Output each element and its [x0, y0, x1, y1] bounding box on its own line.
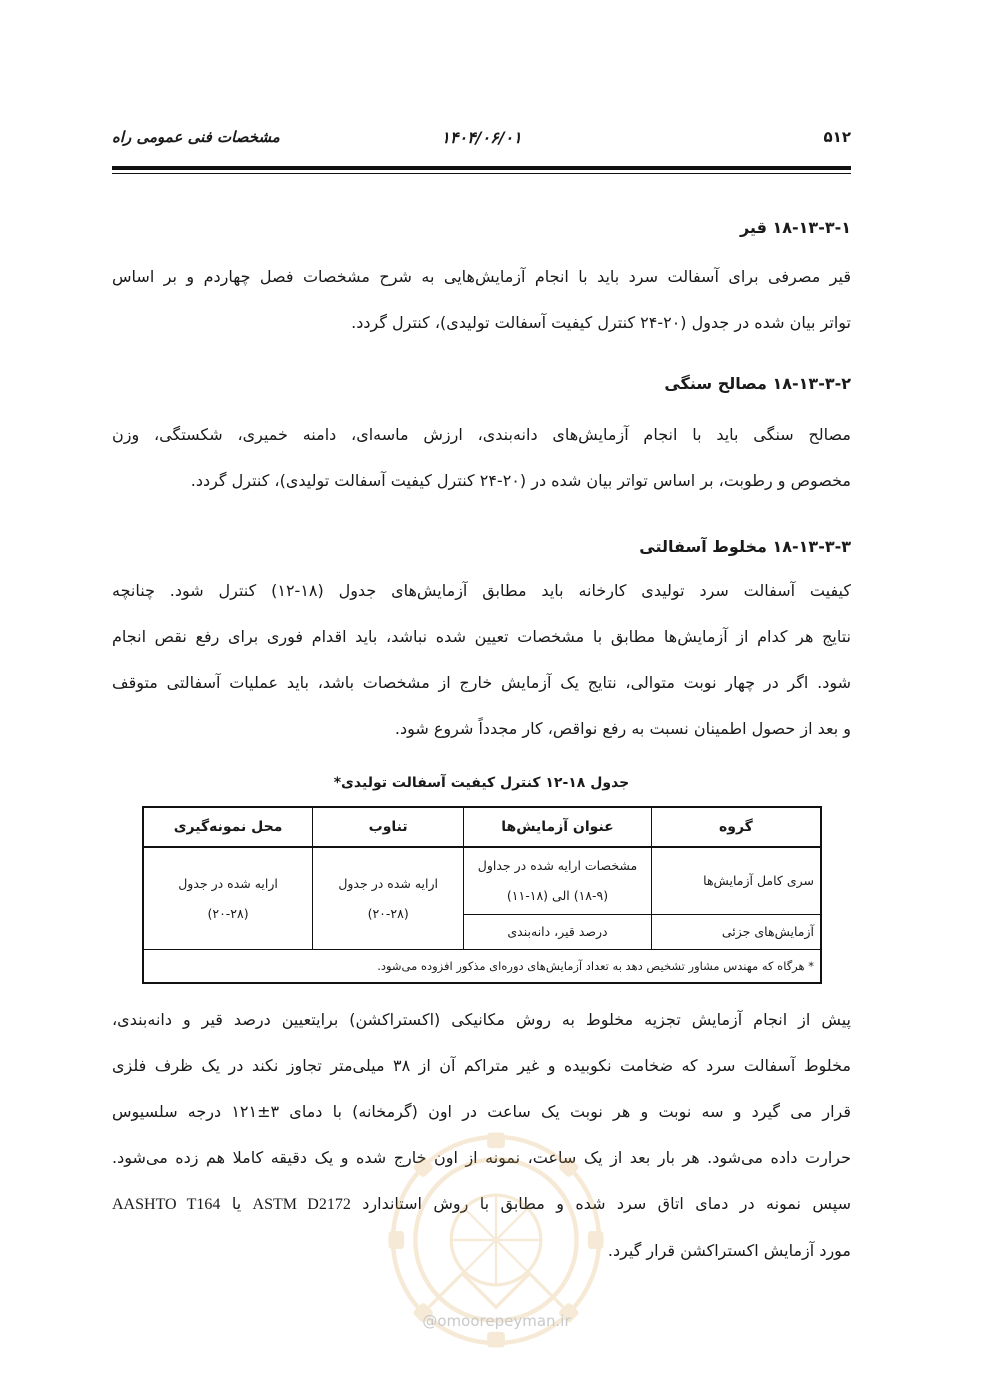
cell-test-title: درصد قیر، دانه‌بندی	[464, 915, 652, 950]
paragraph-line: قرار می گیرد و سه نوبت و هر نوبت یک ساعت در اون (گرمخانه) با دمای ۳±۱۲۱ درجه سلسیوس	[112, 1102, 851, 1121]
paragraph-line: مخلوط آسفالت سرد که ضخامت نکوبیده و غیر متراکم آن از ۳۸ میلی‌متر تجاوز نکند در یک ظرف فلزی	[112, 1056, 852, 1075]
page-number: ۵۱۲	[823, 128, 851, 146]
section-title-aggregates: ۱۸-۱۳-۳-۲ مصالح سنگی	[664, 374, 851, 393]
paragraph-line: حرارت داده می‌شود. هر بار بعد از یک ساعت، نمونه از اون خارج شده و یک دقیقه کاملا هم زده می‌شود.	[112, 1148, 851, 1167]
header-sampling-location: محل نمونه‌گیری	[143, 807, 313, 847]
section-title-bitumen: ۱۸-۱۳-۳-۱ قیر	[739, 218, 851, 237]
paragraph-line: شود. اگر در چهار نوبت متوالی، نتایج یک آزمایش خارج از مشخصات باشد، باید عملیات آسفالتی متوقف	[112, 673, 851, 692]
table-row	[143, 847, 821, 915]
paragraph-line: قیر مصرفی برای آسفالت سرد باید با انجام آزمایش‌هایی به شرح مشخصات فصل چهاردم و بر اساس	[112, 267, 851, 286]
paragraph-line: کیفیت آسفالت سرد تولیدی کارخانه باید مطابق آزمایش‌های جدول (۱۸-۱۲) کنترل شود. چنانچه	[112, 581, 852, 600]
standards-prefix: سپس نمونه در دمای اتاق سرد شده و مطابق با روش استاندارد	[362, 1194, 852, 1213]
section-title-asphalt-mix: ۱۸-۱۳-۳-۳ مخلوط آسفالتی	[639, 537, 851, 556]
cell-test-title	[464, 847, 652, 915]
cell-line: ارایه شده در جدول	[338, 875, 438, 891]
header-rule-thick	[112, 166, 851, 170]
standard-astm: ASTM D2172	[252, 1196, 351, 1213]
header-test-title: عنوان آزمایش‌ها	[464, 807, 652, 847]
paragraph-line: و بعد از حصول اطمینان نسبت به رفع نواقص، کار مجدداً شروع شود.	[394, 719, 851, 738]
header-date: ۱۴۰۴/۰۶/۰۱	[441, 128, 522, 147]
section-paragraph-asphalt-mix	[112, 568, 851, 752]
paragraph-line: مورد آزمایش اکستراکشن قرار گیرد.	[607, 1241, 851, 1260]
paragraph-line: تواتر بیان شده در جدول (۲۰-۲۴ کنترل کیفیت آسفالت تولیدی)، کنترل گردد.	[351, 313, 851, 332]
cell-line: (۲۰-۲۸)	[207, 905, 249, 921]
standard-aashto: AASHTO T164	[112, 1196, 221, 1213]
section-paragraph-aggregates	[112, 412, 851, 504]
header-group: گروه	[651, 807, 821, 847]
watermark-site: @omoorepeyman.ir	[422, 1312, 571, 1330]
table-footnote-row	[143, 950, 821, 984]
cell-line: (۱۸-۹) الی (۱۸-۱۱)	[506, 888, 609, 903]
table-header-row	[143, 807, 821, 847]
section-paragraph-bitumen	[112, 254, 851, 346]
cell-line: (۲۰-۲۸)	[367, 905, 409, 921]
cell-sampling-location	[143, 847, 313, 950]
paragraph-line: نتایج هر کدام از آزمایش‌ها مطابق با مشخصات تعیین شده نباشد، باید اقدام فوری برای رفع نقص انجام	[112, 627, 851, 646]
cell-line: مشخصات ارایه شده در جداول	[477, 858, 638, 873]
cell-line: ارایه شده در جدول	[178, 875, 278, 891]
cell-group: آزمایش‌های جزئی	[651, 915, 821, 950]
quality-control-table	[142, 806, 822, 984]
header-frequency: تناوب	[313, 807, 464, 847]
paragraph-line: پیش از انجام آزمایش تجزیه مخلوط به روش مکانیکی (اکستراکشن) برایتعیین درصد قیر و دانه‌بندی،	[112, 1010, 851, 1029]
paragraph-line: مصالح سنگی باید با انجام آزمایش‌های دانه‌بندی، ارزش ماسه‌ای، دامنه خمیری، شکستگی، وزن	[112, 425, 851, 444]
cell-group: سری کامل آزمایش‌ها	[651, 847, 821, 915]
page-header	[112, 128, 851, 158]
cell-frequency	[313, 847, 464, 950]
paragraph-line: مخصوص و رطوبت، بر اساس تواتر بیان شده در (۲۰-۲۴ کنترل کیفیت آسفالت تولیدی)، کنترل گردد.	[190, 471, 851, 490]
table-caption: جدول ۱۸-۱۲ کنترل کیفیت آسفالت تولیدی*	[333, 775, 630, 791]
book-title: مشخصات فنی عمومی راه	[112, 128, 280, 146]
header-rule-thin	[112, 173, 851, 174]
table-footnote: * هرگاه که مهندس مشاور تشخیص دهد به تعداد آزمایش‌های دوره‌ای مذکور افزوده می‌شود.	[143, 950, 821, 984]
standards-connector: یا	[231, 1194, 242, 1213]
